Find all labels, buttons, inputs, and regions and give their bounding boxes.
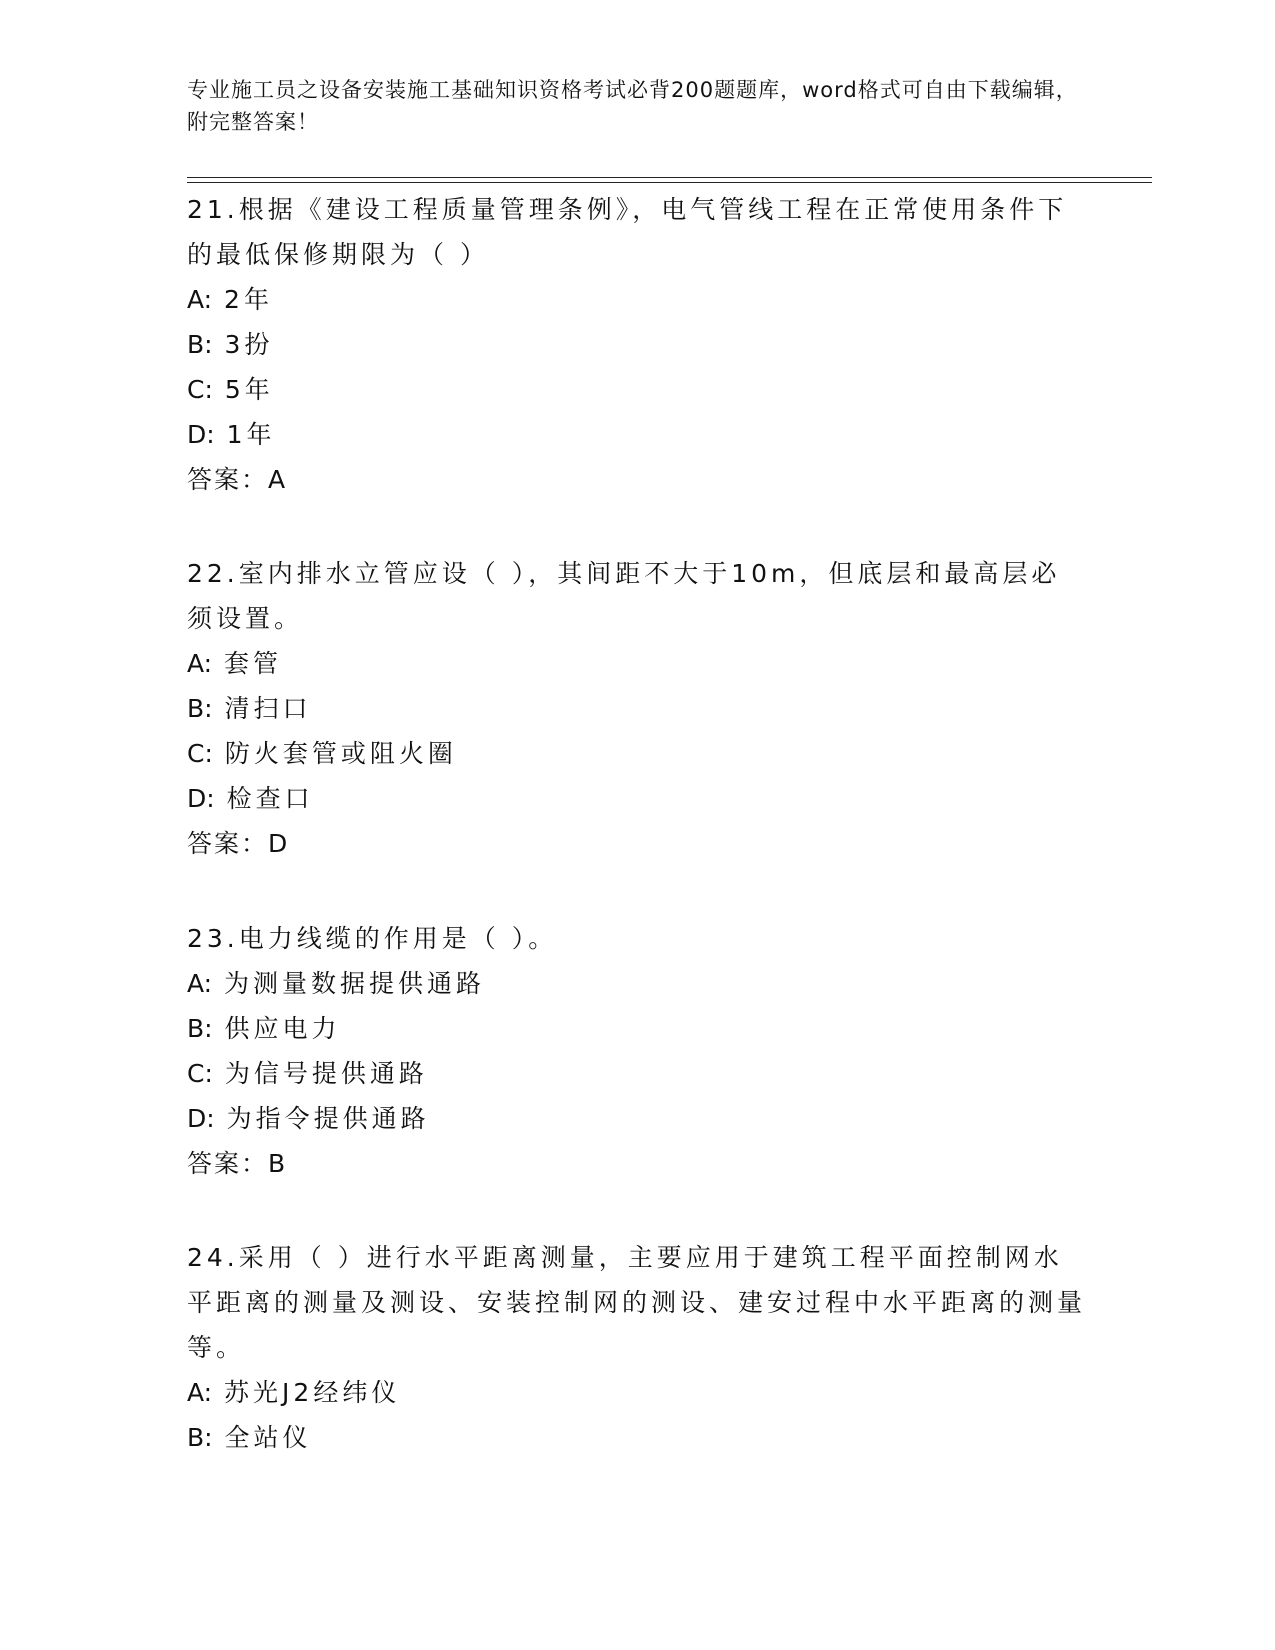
option-label: A:: [187, 649, 213, 678]
option-text: 3扮: [224, 330, 274, 359]
option-label: B:: [187, 330, 213, 359]
question-stem: 22.室内排水立管应设（ ），其间距不大于10m，但底层和最高层必须设置。: [187, 559, 1061, 633]
option-text: 全站仪: [224, 1423, 312, 1452]
question-21: [187, 187, 1087, 502]
option-text: 苏光J2经纬仪: [224, 1378, 401, 1407]
option-text: 5年: [224, 375, 274, 404]
option-text: 2年: [224, 285, 273, 314]
option-a: [187, 277, 1087, 322]
option-text: 套管: [224, 649, 283, 678]
option-label: D:: [187, 420, 215, 449]
option-text: 为指令提供通路: [226, 1104, 430, 1133]
option-label: C:: [187, 739, 213, 768]
header-rule-bottom: [187, 182, 1152, 183]
option-d: [187, 412, 1087, 457]
option-c: [187, 367, 1087, 412]
option-text: 1年: [226, 420, 276, 449]
option-label: D:: [187, 784, 215, 813]
option-label: A:: [187, 969, 213, 998]
header-rule-top: [187, 177, 1152, 178]
option-label: B:: [187, 694, 213, 723]
question-24: [187, 1235, 1087, 1460]
answer-line: 答案：A: [187, 465, 288, 494]
option-label: B:: [187, 1014, 213, 1043]
option-b: [187, 686, 1087, 731]
option-label: C:: [187, 1059, 213, 1088]
option-text: 清扫口: [224, 694, 312, 723]
answer-line: 答案：D: [187, 829, 290, 858]
option-a: [187, 1370, 1087, 1415]
option-b: [187, 1415, 1087, 1460]
option-label: B:: [187, 1423, 213, 1452]
option-c: [187, 731, 1087, 776]
option-label: C:: [187, 375, 213, 404]
option-b: [187, 1006, 1087, 1051]
option-text: 防火套管或阻火圈: [224, 739, 457, 768]
option-label: A:: [187, 1378, 213, 1407]
option-d: [187, 776, 1087, 821]
option-c: [187, 1051, 1087, 1096]
option-text: 供应电力: [224, 1014, 341, 1043]
option-text: 检查口: [226, 784, 314, 813]
option-b: [187, 322, 1087, 367]
option-label: D:: [187, 1104, 215, 1133]
option-a: [187, 641, 1087, 686]
answer-line: 答案：B: [187, 1149, 288, 1178]
question-stem: 21.根据《建设工程质量管理条例》，电气管线工程在正常使用条件下的最低保修期限为（ ）: [187, 195, 1068, 269]
question-stem: 24.采用（ ）进行水平距离测量，主要应用于建筑工程平面控制网水平距离的测量及测设、安装控制网的测设、建安过程中水平距离的测量等。: [187, 1243, 1087, 1362]
option-d: [187, 1096, 1087, 1141]
option-text: 为信号提供通路: [224, 1059, 428, 1088]
option-label: A:: [187, 285, 213, 314]
question-22: [187, 551, 1087, 866]
option-text: 为测量数据提供通路: [224, 969, 486, 998]
question-stem: 23.电力线缆的作用是（ ）。: [187, 924, 558, 953]
document-header: 专业施工员之设备安装施工基础知识资格考试必背200题题库，word格式可自由下载编辑，附完整答案！: [187, 78, 1078, 134]
question-23: [187, 916, 1087, 1186]
option-a: [187, 961, 1087, 1006]
